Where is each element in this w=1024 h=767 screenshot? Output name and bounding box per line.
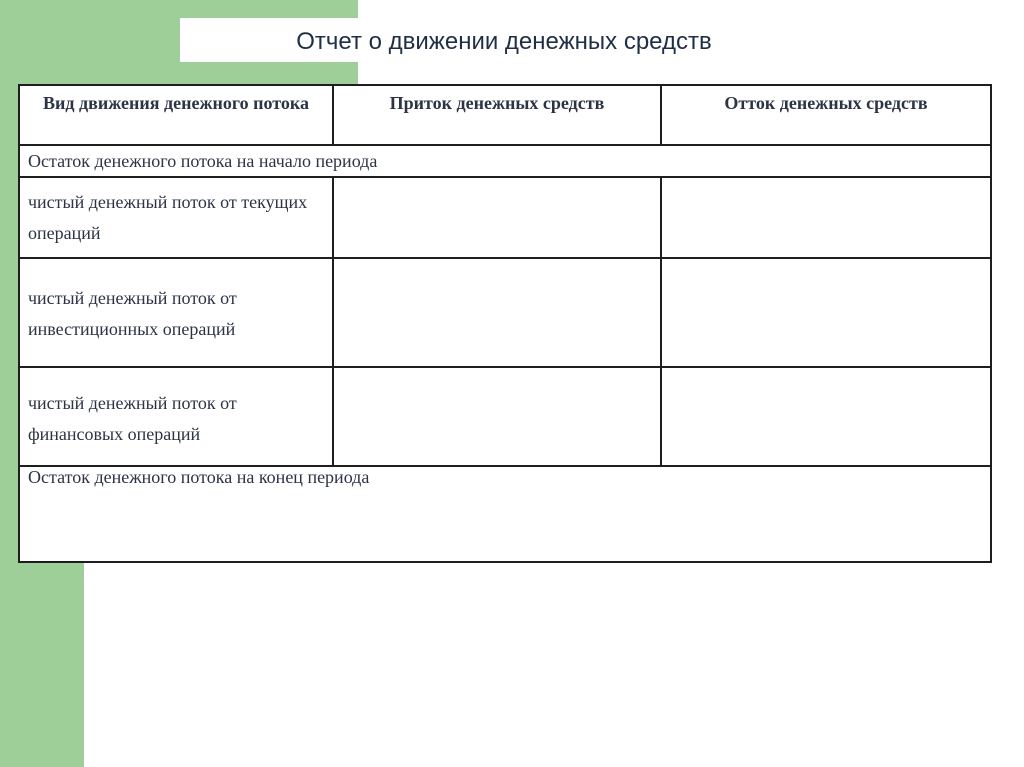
outflow-cell-investing bbox=[661, 258, 991, 367]
table-header-row bbox=[19, 85, 991, 145]
row-label-investing: чистый денежный поток от инвестиционных операций bbox=[19, 258, 333, 367]
outflow-cell-current bbox=[661, 177, 991, 258]
closing-balance-cell: Остаток денежного потока на конец периода bbox=[19, 466, 991, 562]
table-row-opening-balance bbox=[19, 145, 991, 177]
table-row-closing-balance bbox=[19, 466, 991, 562]
inflow-cell-current bbox=[333, 177, 661, 258]
row-label-financing: чистый денежный поток от финансовых операций bbox=[19, 367, 333, 466]
slide-title: Отчет о движении денежных средств bbox=[296, 28, 712, 55]
table-row-investing-operations bbox=[19, 258, 991, 367]
outflow-cell-financing bbox=[661, 367, 991, 466]
inflow-cell-financing bbox=[333, 367, 661, 466]
header-flow-type: Вид движения денежного потока bbox=[19, 85, 333, 145]
header-outflow: Отток денежных средств bbox=[661, 85, 991, 145]
row-label-current: чистый денежный поток от текущих операций bbox=[19, 177, 333, 258]
table-row-current-operations bbox=[19, 177, 991, 258]
inflow-cell-investing bbox=[333, 258, 661, 367]
header-inflow: Приток денежных средств bbox=[333, 85, 661, 145]
cash-flow-table bbox=[18, 84, 992, 563]
table-row-financing-operations bbox=[19, 367, 991, 466]
opening-balance-cell: Остаток денежного потока на начало периода bbox=[19, 145, 991, 177]
